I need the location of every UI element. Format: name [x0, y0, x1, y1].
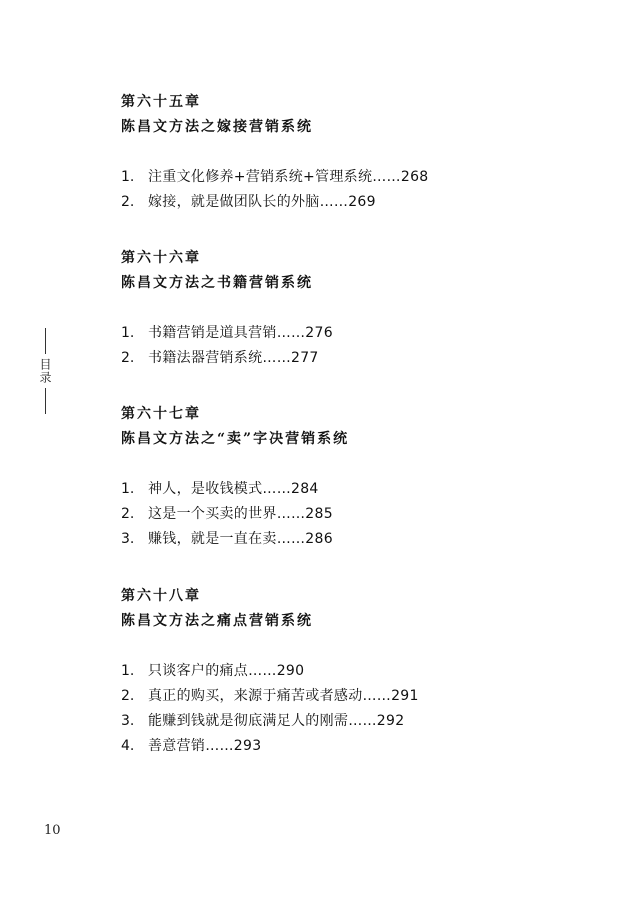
item-text: 书籍营销是道具营销……276 [148, 325, 333, 341]
chapter-items [121, 165, 428, 215]
chapter-number: 第六十七章 [121, 406, 201, 422]
item-number: 2. [121, 350, 135, 366]
list-item [121, 346, 333, 371]
chapter-number: 第六十五章 [121, 94, 201, 110]
item-number: 1. [121, 663, 135, 679]
chapter-items [121, 477, 349, 552]
chapter-67 [121, 404, 349, 552]
list-item [121, 709, 419, 734]
list-item [121, 502, 349, 527]
item-text: 神人，是收钱模式……284 [148, 481, 319, 497]
list-item [121, 527, 349, 552]
item-text: 赚钱，就是一直在卖……286 [148, 531, 333, 547]
list-item [121, 477, 349, 502]
item-text: 善意营销……293 [148, 738, 262, 754]
chapter-title: 陈昌文方法之痛点营销系统 [121, 613, 313, 629]
chapter-items [121, 659, 419, 759]
chapter-number: 第六十六章 [121, 250, 201, 266]
side-label-top-rule [45, 328, 46, 354]
item-number: 3. [121, 531, 135, 547]
chapter-65 [121, 92, 428, 215]
chapter-number: 第六十八章 [121, 588, 201, 604]
list-item [121, 659, 419, 684]
item-text: 能赚到钱就是彻底满足人的刚需……292 [148, 713, 405, 729]
item-text: 注重文化修养+营销系统+管理系统……268 [148, 169, 429, 185]
list-item [121, 165, 428, 190]
chapter-items [121, 321, 333, 371]
item-text: 这是一个买卖的世界……285 [148, 506, 333, 522]
item-number: 4. [121, 738, 135, 754]
item-number: 1. [121, 325, 135, 341]
item-text: 只谈客户的痛点……290 [148, 663, 305, 679]
chapter-title: 陈昌文方法之嫁接营销系统 [121, 119, 313, 135]
side-label-text: 目录 [38, 358, 52, 384]
chapter-68 [121, 586, 419, 759]
item-number: 2. [121, 688, 135, 704]
item-number: 1. [121, 169, 135, 185]
chapter-title: 陈昌文方法之书籍营销系统 [121, 275, 313, 291]
list-item [121, 190, 428, 215]
item-number: 2. [121, 194, 135, 210]
item-number: 3. [121, 713, 135, 729]
item-text: 嫁接，就是做团队长的外脑……269 [148, 194, 376, 210]
item-text: 真正的购买，来源于痛苦或者感动……291 [148, 688, 419, 704]
list-item [121, 321, 333, 346]
item-number: 2. [121, 506, 135, 522]
side-label-bottom-rule [45, 388, 46, 414]
list-item [121, 734, 419, 759]
side-section-label [34, 328, 56, 414]
item-number: 1. [121, 481, 135, 497]
list-item [121, 684, 419, 709]
chapter-66 [121, 248, 333, 371]
item-text: 书籍法器营销系统……277 [148, 350, 319, 366]
page-number: 10 [44, 823, 61, 838]
chapter-title: 陈昌文方法之“卖”字决营销系统 [121, 431, 350, 447]
